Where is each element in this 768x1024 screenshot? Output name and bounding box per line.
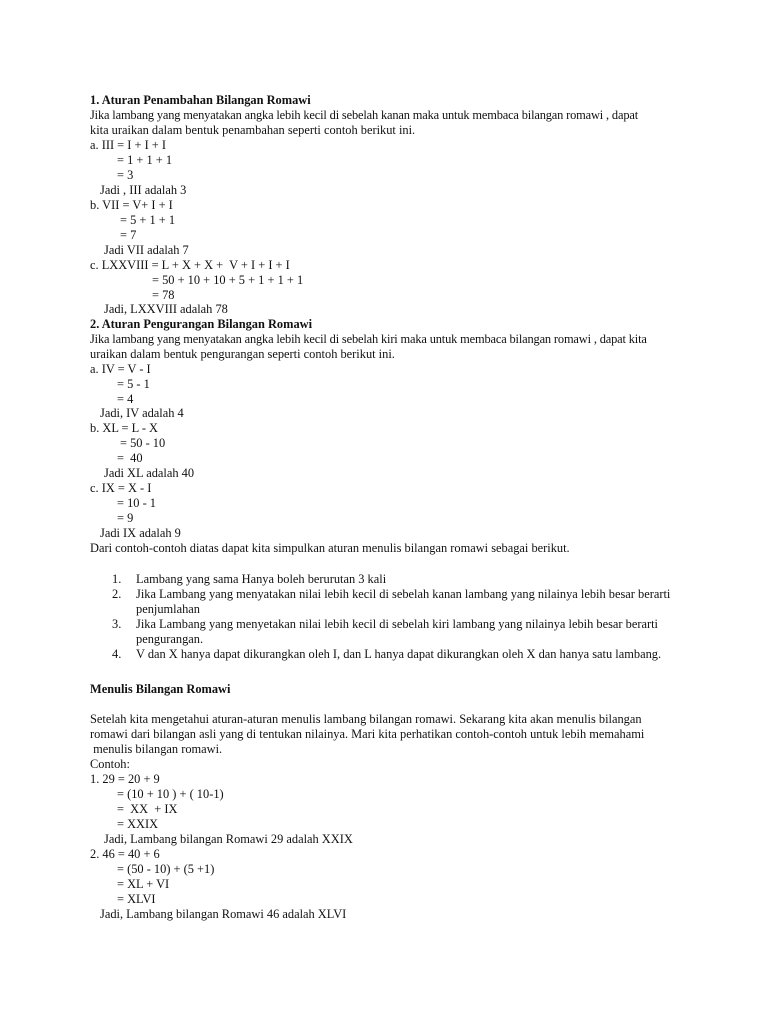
example-2c-line: = 10 - 1 [117,496,156,510]
example-2c-line: c. IX = X - I [90,481,152,495]
rule-text: Jika Lambang yang menyetakan nilai lebih kecil di sebelah kiri lambang yang nilainya lebih besar berarti [136,617,658,631]
example-3-1-line: 1. 29 = 20 + 9 [90,772,160,786]
example-1b-line: = 5 + 1 + 1 [120,213,176,227]
rule-number: 3. [112,617,122,631]
example-1a-line: a. III = I + I + I [90,138,167,152]
example-1c-line: = 50 + 10 + 10 + 5 + 1 + 1 + 1 [152,273,304,287]
section-2-paragraph-line-1: Jika lambang yang menyatakan angka lebih kecil di sebelah kiri maka untuk membaca bilangan romawi , dapat kita [90,332,647,346]
example-1a-line: = 1 + 1 + 1 [117,153,173,167]
example-2a-line: a. IV = V - I [90,362,151,376]
example-3-1-conclusion: Jadi, Lambang bilangan Romawi 29 adalah XXIX [104,832,353,846]
rule-text: V dan X hanya dapat dikurangkan oleh I, dan L hanya dapat dikurangkan oleh X dan hanya satu lambang. [136,647,662,661]
example-1c-conclusion: Jadi, LXXVIII adalah 78 [104,302,228,316]
example-3-1-line: = XXIX [117,817,159,831]
rule-text: Lambang yang sama Hanya boleh berurutan 3 kali [136,572,387,586]
section-1-heading: 1. Aturan Penambahan Bilangan Romawi [90,93,311,107]
example-1b-line: = 7 [120,228,137,242]
example-3-2-conclusion: Jadi, Lambang bilangan Romawi 46 adalah XLVI [100,907,347,921]
rule-number: 4. [112,647,122,661]
contoh-label: Contoh: [90,757,130,771]
example-1c-line: c. LXXVIII = L + X + X + V + I + I + I [90,258,290,272]
example-2c-conclusion: Jadi IX adalah 9 [100,526,181,540]
example-3-2-line: = (50 - 10) + (5 +1) [117,862,215,876]
section-3-paragraph-line-1: Setelah kita mengetahui aturan-aturan menulis lambang bilangan romawi. Sekarang kita akan menulis bilangan [90,712,642,726]
example-2a-line: = 4 [117,392,134,406]
example-3-2-line: = XLVI [117,892,156,906]
section-3-heading: Menulis Bilangan Romawi [90,682,231,696]
example-1b-conclusion: Jadi VII adalah 7 [104,243,189,257]
section-1-paragraph-line-1: Jika lambang yang menyatakan angka lebih kecil di sebelah kanan maka untuk membaca bilangan romawi , dapat [90,108,639,122]
rule-number: 2. [112,587,122,601]
rule-text: pengurangan. [136,632,204,646]
rule-text: penjumlahan [136,602,200,616]
example-2b-line: = 50 - 10 [120,436,166,450]
section-2-paragraph-line-2: uraikan dalam bentuk pengurangan seperti contoh berikut ini. [90,347,395,361]
example-3-2-line: = XL + VI [117,877,170,891]
example-2b-line: b. XL = L - X [90,421,159,435]
example-2a-conclusion: Jadi, IV adalah 4 [100,406,184,420]
example-1a-conclusion: Jadi , III adalah 3 [100,183,187,197]
section-2-heading: 2. Aturan Pengurangan Bilangan Romawi [90,317,313,331]
example-1c-line: = 78 [152,288,175,302]
section-3-paragraph-line-2: romawi dari bilangan asli yang di tentukan nilainya. Mari kita perhatikan contoh-contoh untuk lebih memahami [90,727,645,741]
rule-text: Jika Lambang yang menyatakan nilai lebih kecil di sebelah kanan lambang yang nilainya lebih besar berarti [136,587,671,601]
example-2c-line: = 9 [117,511,134,525]
rules-intro: Dari contoh-contoh diatas dapat kita simpulkan aturan menulis bilangan romawi sebagai berikut. [90,541,570,555]
example-3-1-line: = (10 + 10 ) + ( 10-1) [117,787,224,801]
example-1b-line: b. VII = V+ I + I [90,198,173,212]
example-1a-line: = 3 [117,168,134,182]
section-1-paragraph-line-2: kita uraikan dalam bentuk penambahan seperti contoh berikut ini. [90,123,416,137]
rule-number: 1. [112,572,122,586]
section-3-paragraph-line-3: menulis bilangan romawi. [90,742,223,756]
example-2a-line: = 5 - 1 [117,377,150,391]
example-2b-line: = 40 [117,451,143,465]
example-3-1-line: = XX + IX [117,802,178,816]
example-3-2-line: 2. 46 = 40 + 6 [90,847,160,861]
example-2b-conclusion: Jadi XL adalah 40 [104,466,195,480]
